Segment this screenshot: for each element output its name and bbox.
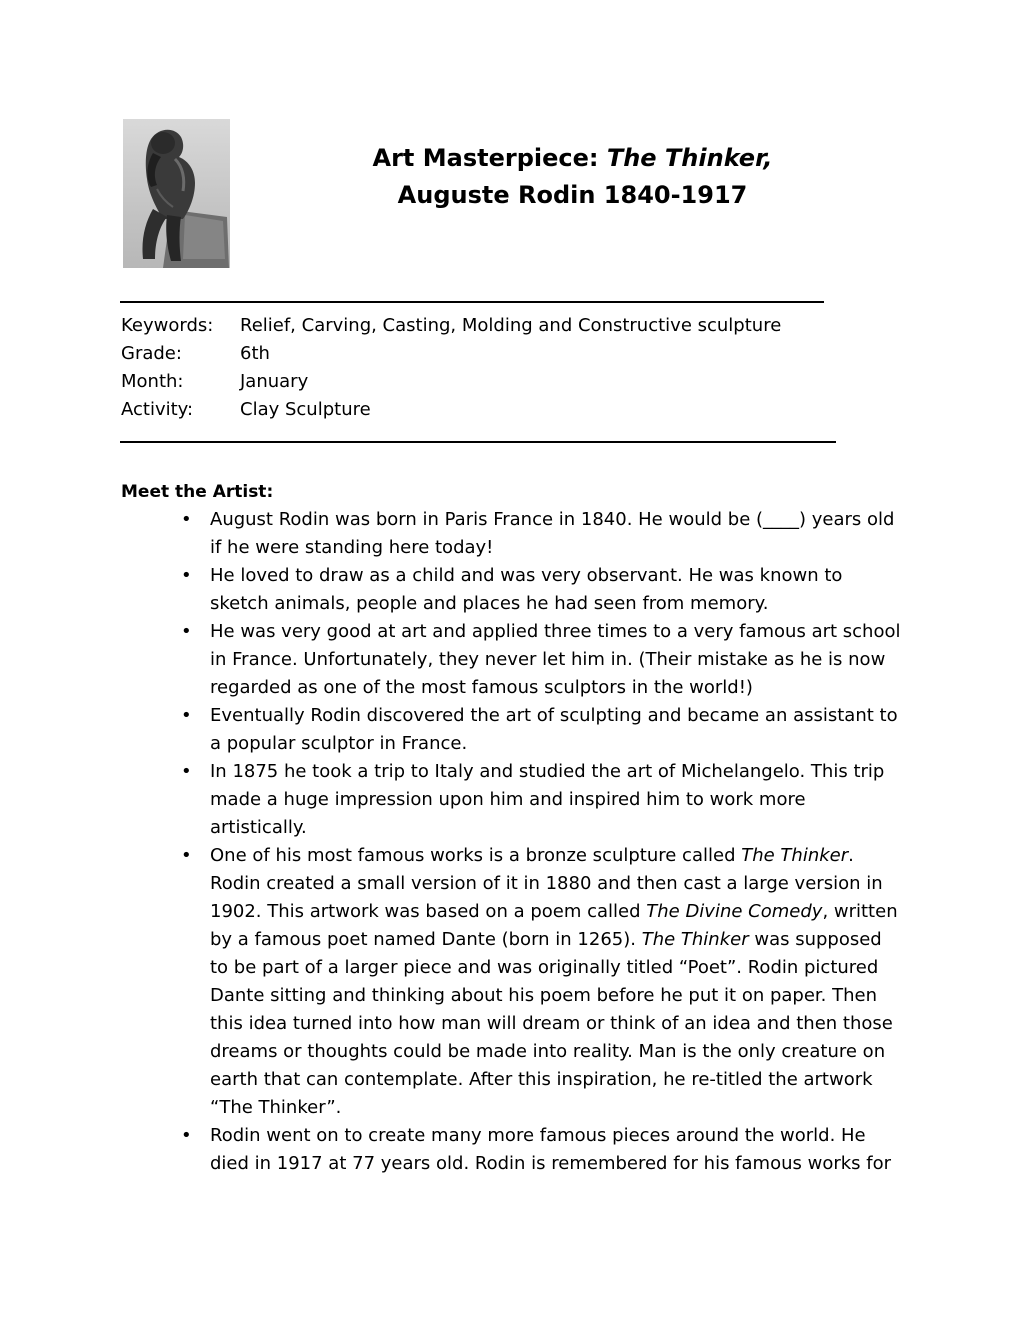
thinker-sculpture-photo bbox=[123, 119, 230, 268]
text-run: One of his most famous works is a bronze sculpture called bbox=[210, 845, 742, 866]
list-item bbox=[181, 702, 903, 758]
list-item bbox=[181, 562, 903, 618]
list-item-text: Eventually Rodin discovered the art of sculpting and became an assistant to a popular sculptor in France. bbox=[210, 705, 898, 754]
list-item-text: August Rodin was born in Paris France in 1840. He would be (____) years old if he were standing here today! bbox=[210, 509, 895, 558]
info-row-activity bbox=[121, 396, 781, 424]
bottom-divider bbox=[120, 441, 836, 443]
list-item-text: He loved to draw as a child and was very observant. He was known to sketch animals, people and places he had seen from memory. bbox=[210, 565, 843, 614]
title-prefix: Art Masterpiece: bbox=[372, 144, 607, 172]
text-run: , written by a famous poet named Dante (born in 1265). bbox=[210, 901, 898, 950]
list-item bbox=[181, 758, 903, 842]
list-item bbox=[181, 1122, 903, 1178]
page-title bbox=[300, 140, 845, 214]
title-artwork: The Thinker, bbox=[606, 144, 773, 172]
info-value: Clay Sculpture bbox=[240, 399, 371, 420]
title-artist: Auguste Rodin 1840-1917 bbox=[397, 181, 748, 209]
list-item-text bbox=[210, 845, 898, 1118]
artwork-title: The Thinker bbox=[741, 845, 849, 866]
bullet-icon: • bbox=[181, 565, 192, 586]
info-row-keywords bbox=[121, 312, 781, 340]
list-item-text: In 1875 he took a trip to Italy and studied the art of Michelangelo. This trip made a huge impression upon him and inspired him to work more artistically. bbox=[210, 761, 885, 838]
info-label: Activity: bbox=[121, 399, 194, 420]
bullet-icon: • bbox=[181, 845, 192, 866]
list-item bbox=[181, 842, 903, 1122]
list-item bbox=[181, 506, 903, 562]
info-row-month bbox=[121, 368, 781, 396]
lesson-info bbox=[121, 312, 781, 424]
list-item-text: Rodin went on to create many more famous pieces around the world. He died in 1917 at 77 years old. Rodin is remembered for his famous works for bbox=[210, 1125, 892, 1174]
poem-title: The Divine Comedy bbox=[646, 901, 823, 922]
bullet-icon: • bbox=[181, 621, 192, 642]
text-run: was supposed to be part of a larger piece and was originally titled “Poet”. Rodin pictured Dante sitting and thinking about his poem before he put it on paper. Then this idea turned into how man will dream or think of an idea and then those dreams or thoughts could be made into reality. Man is the only creature on earth that can contemplate. After this inspiration, he re-titled the artwork “The Thinker”. bbox=[210, 929, 893, 1118]
top-divider bbox=[120, 301, 824, 303]
info-value: 6th bbox=[240, 343, 270, 364]
list-item bbox=[181, 618, 903, 702]
info-row-grade bbox=[121, 340, 781, 368]
info-label: Keywords: bbox=[121, 315, 214, 336]
info-value: Relief, Carving, Casting, Molding and Constructive sculpture bbox=[240, 315, 782, 336]
bullet-icon: • bbox=[181, 705, 192, 726]
artwork-title: The Thinker bbox=[641, 929, 749, 950]
bullet-icon: • bbox=[181, 1125, 192, 1146]
artist-facts-list bbox=[181, 506, 903, 1178]
bullet-icon: • bbox=[181, 761, 192, 782]
list-item-text: He was very good at art and applied three times to a very famous art school in France. Unfortunately, they never let him in. (Their mistake as he is now regarded as one of the most famous sculptors in the world!) bbox=[210, 621, 901, 698]
info-value: January bbox=[240, 371, 309, 392]
bullet-icon: • bbox=[181, 509, 192, 530]
section-heading: Meet the Artist: bbox=[121, 482, 274, 502]
title-line-1 bbox=[300, 140, 845, 177]
info-label: Grade: bbox=[121, 343, 182, 364]
text-run: . Rodin created a small version of it in 1880 and then cast a large version in 1902. This artwork was based on a poem called bbox=[210, 845, 883, 922]
info-label: Month: bbox=[121, 371, 184, 392]
